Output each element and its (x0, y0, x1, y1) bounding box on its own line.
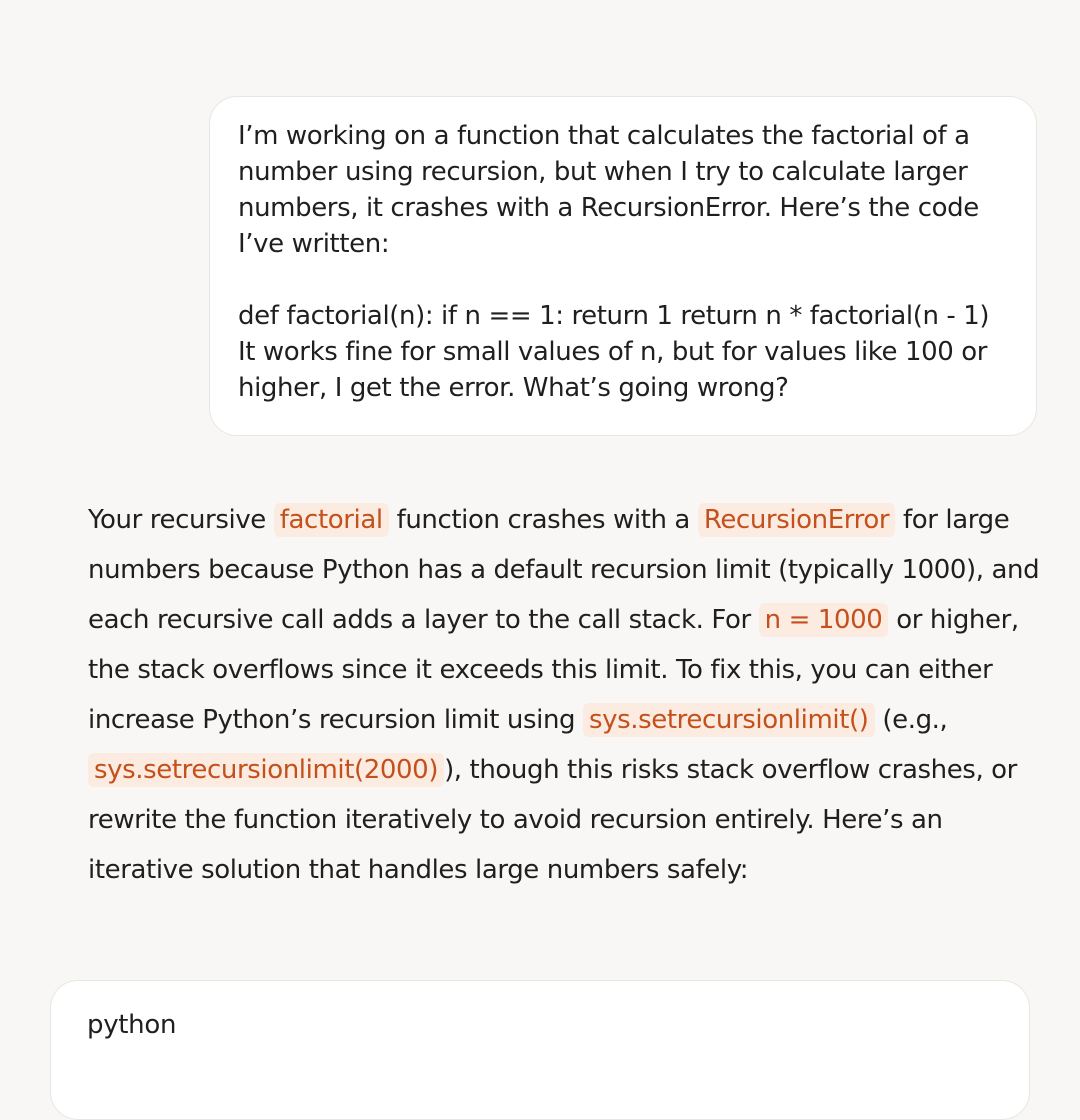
inline-code-recursionerror: RecursionError (698, 503, 895, 537)
assistant-text-segment: for large numbers because Python has a default recursion limit (typically 1000), and each recursive call adds a layer to the call stack. For (88, 505, 1040, 635)
assistant-text-segment: Your recursive (88, 505, 274, 535)
inline-code-setrecursionlimit: sys.setrecursionlimit() (583, 703, 875, 737)
user-message-bubble (209, 96, 1037, 436)
user-message-paragraph: I’m working on a function that calculates the factorial of a number using recursion, but when I try to calculate larger numbers, it crashes with a RecursionError. Here’s the code I’ve written: (238, 121, 979, 259)
inline-code-factorial: factorial (274, 503, 389, 537)
user-message-paragraph: def factorial(n): if n == 1: return 1 return n * factorial(n - 1) It works fine for small values of n, but for values like 100 or higher, I get the error. What’s going wrong? (238, 301, 990, 403)
inline-code-n-1000: n = 1000 (759, 603, 889, 637)
code-language-label: python (87, 1010, 177, 1040)
assistant-message-paragraph (88, 495, 1048, 895)
assistant-text-segment: ), though this risks stack overflow crashes, or rewrite the function iteratively to avoid recursion entirely. Here’s an iterative solution that handles large numbers safely: (88, 755, 1017, 885)
assistant-text-segment: function crashes with a (388, 505, 698, 535)
assistant-message (88, 495, 1048, 895)
assistant-text-segment: (e.g., (874, 705, 948, 735)
assistant-text-segment: or higher, the stack overflows since it exceeds this limit. To fix this, you can either increase Python’s recursion limit using (88, 605, 1019, 735)
inline-code-setrecursionlimit-2000: sys.setrecursionlimit(2000) (88, 753, 444, 787)
code-block (50, 980, 1030, 1120)
